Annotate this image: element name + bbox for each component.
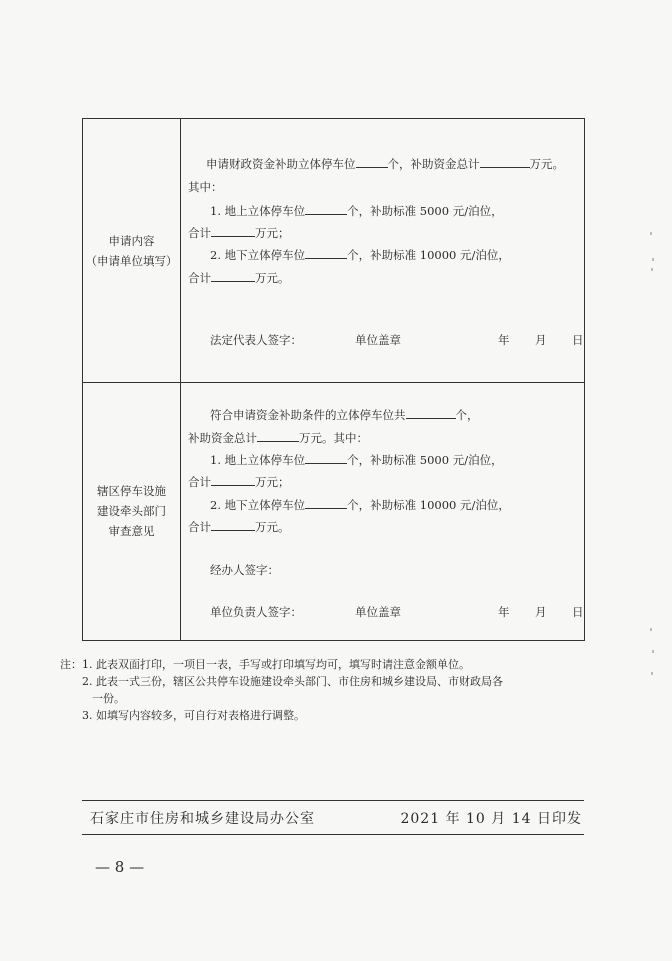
amount-total-blank[interactable] bbox=[480, 155, 530, 168]
scan-artifact bbox=[650, 628, 652, 631]
eligible-amount-blank[interactable] bbox=[257, 429, 299, 442]
spaces-blank[interactable] bbox=[356, 155, 388, 168]
section2-line2: 补助资金总计 万元。其中： bbox=[188, 431, 368, 445]
s2-above-ground-spaces-blank[interactable] bbox=[305, 451, 347, 464]
note-2: 2. 此表一式三份，辖区公共停车设施建设牵头部门、市住房和城乡建设局、市财政局各 bbox=[82, 675, 503, 688]
unit-seal-label: 单位盖章 bbox=[355, 333, 401, 347]
note-2-continued: 一份。 bbox=[92, 692, 125, 705]
section1-label-line1: 申请内容 bbox=[108, 234, 155, 248]
section1-line2: 其中： bbox=[188, 180, 223, 194]
section2-label-line3: 审查意见 bbox=[108, 524, 155, 538]
issuing-office: 石家庄市住房和城乡建设局办公室 bbox=[90, 811, 315, 827]
section2-line3: 1. 地上立体停车位 个，补助标准 5000 元/泊位， bbox=[210, 453, 503, 467]
above-ground-spaces-blank[interactable] bbox=[305, 202, 347, 215]
section2-line6: 合计 万元。 bbox=[188, 520, 290, 534]
column-divider bbox=[180, 119, 181, 640]
day-label: 日 bbox=[572, 605, 584, 619]
legal-rep-signature-label: 法定代表人签字： bbox=[210, 333, 302, 347]
s2-underground-amount-blank[interactable] bbox=[211, 518, 255, 531]
note-1: 1. 此表双面打印，一项目一表，手写或打印填写均可，填写时请注意金额单位。 bbox=[82, 658, 470, 671]
month-label: 月 bbox=[535, 605, 547, 619]
eligible-spaces-blank[interactable] bbox=[406, 406, 456, 419]
section1-line1: 申请财政资金补助立体停车位 个，补助资金总计 万元。 bbox=[206, 157, 564, 171]
underground-spaces-blank[interactable] bbox=[305, 246, 347, 259]
s2-underground-spaces-blank[interactable] bbox=[305, 496, 347, 509]
footer-top-rule bbox=[82, 800, 584, 801]
section2-content bbox=[188, 382, 584, 642]
section2-line5: 2. 地下立体停车位 个，补助标准 10000 元/泊位， bbox=[210, 498, 510, 512]
application-form-table bbox=[82, 118, 585, 641]
s2-above-ground-amount-blank[interactable] bbox=[211, 473, 255, 486]
section2-label-line1: 辖区停车设施 bbox=[97, 484, 166, 498]
section1-line5: 2. 地下立体停车位 个，补助标准 10000 元/泊位， bbox=[210, 248, 510, 262]
scan-artifact bbox=[651, 268, 653, 271]
section1-line3: 1. 地上立体停车位 个，补助标准 5000 元/泊位， bbox=[210, 204, 503, 218]
scan-artifact bbox=[652, 650, 654, 653]
section1-label bbox=[83, 231, 180, 271]
scan-artifact bbox=[650, 232, 652, 235]
section2-line4: 合计 万元； bbox=[188, 475, 290, 489]
section1-line6: 合计 万元。 bbox=[188, 271, 290, 285]
section2-line1: 符合申请资金补助条件的立体停车位共 个， bbox=[210, 408, 479, 422]
section1-label-line2: （申请单位填写） bbox=[85, 254, 178, 268]
note-3: 3. 如填写内容较多，可自行对表格进行调整。 bbox=[82, 709, 305, 722]
section1-line4: 合计 万元； bbox=[188, 226, 290, 240]
above-ground-amount-blank[interactable] bbox=[211, 224, 255, 237]
issue-date: 2021 年 10 月 14 日印发 bbox=[400, 811, 582, 827]
scan-artifact bbox=[651, 672, 653, 675]
underground-amount-blank[interactable] bbox=[211, 269, 255, 282]
notes-prefix: 注： bbox=[60, 658, 82, 671]
month-label: 月 bbox=[535, 333, 547, 347]
section2-label-line2: 建设牵头部门 bbox=[97, 504, 166, 518]
scan-artifact bbox=[652, 258, 654, 261]
unit-seal-label: 单位盖章 bbox=[355, 605, 401, 619]
year-label: 年 bbox=[498, 605, 510, 619]
section2-label bbox=[83, 481, 180, 541]
unit-head-signature-label: 单位负责人签字： bbox=[210, 605, 302, 619]
page-number: — 8 — bbox=[95, 858, 145, 876]
footer-bottom-rule bbox=[82, 834, 584, 835]
handler-signature-label: 经办人签字： bbox=[210, 563, 279, 577]
section1-content bbox=[188, 119, 584, 382]
day-label: 日 bbox=[572, 333, 584, 347]
year-label: 年 bbox=[498, 333, 510, 347]
